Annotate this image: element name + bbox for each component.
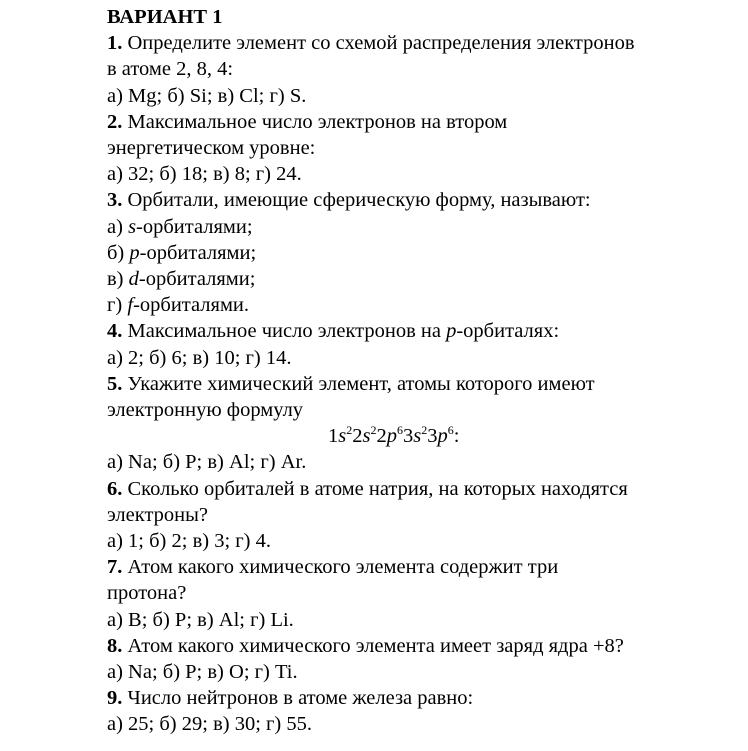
answer-options: а) 1; б) 2; в) 3; г) 4. — [107, 530, 272, 553]
answer-option: в) d-орбиталями; — [107, 268, 256, 291]
answer-options: а) 25; б) 29; в) 30; г) 55. — [107, 713, 313, 736]
question-number: 8. — [107, 634, 123, 657]
question-text: 5. Укажите химический элемент, атомы которого имеют — [107, 372, 595, 395]
question-number: 2. — [107, 110, 123, 133]
question-text: 2. Максимальное число электронов на втором — [107, 110, 508, 133]
question-text: в атоме 2, 8, 4: — [107, 58, 234, 81]
answer-option: г) f-орбиталями. — [107, 294, 250, 317]
electron-formula: $1s^22s^22p^63s^23p^6$: — [328, 423, 460, 448]
answer-options: а) Na; б) P; в) Al; г) Ar. — [107, 451, 307, 474]
answer-options: а) 2; б) 6; в) 10; г) 14. — [107, 346, 292, 369]
answer-option: б) p-орбиталями; — [107, 241, 257, 264]
question-text: 7. Атом какого химического элемента содержит три — [107, 556, 559, 579]
answer-options: а) Mg; б) Si; в) Cl; г) S. — [107, 84, 307, 107]
question-number: 6. — [107, 477, 123, 500]
answer-options: а) B; б) P; в) Al; г) Li. — [107, 608, 294, 631]
answer-options: а) Na; б) P; в) O; г) Ti. — [107, 661, 298, 684]
question-9 — [107, 685, 727, 737]
page-title: ВАРИАНТ 1 — [107, 6, 223, 28]
question-6 — [107, 476, 727, 555]
question-2 — [107, 109, 727, 188]
question-text: энергетическом уровне: — [107, 137, 316, 160]
question-number: 5. — [107, 372, 123, 395]
question-number: 4. — [107, 320, 123, 343]
question-number: 3. — [107, 189, 123, 212]
question-5 — [107, 371, 727, 476]
question-text: 4. Максимальное число электронов на p-орбиталях: — [107, 320, 560, 343]
question-number: 1. — [107, 32, 123, 55]
question-text: 1. Определите элемент со схемой распределения электронов — [107, 32, 635, 55]
question-text: электронную формулу — [107, 399, 304, 422]
question-text: 8. Атом какого химического элемента имеет заряд ядра +8? — [107, 634, 624, 657]
question-1 — [107, 30, 727, 109]
answer-option: а) s-орбиталями; — [107, 215, 253, 238]
question-7 — [107, 554, 727, 633]
question-3 — [107, 187, 727, 318]
question-text: электроны? — [107, 503, 208, 526]
answer-options: а) 32; б) 18; в) 8; г) 24. — [107, 163, 302, 186]
question-text: протона? — [107, 582, 187, 605]
question-number: 9. — [107, 687, 123, 710]
worksheet — [107, 4, 727, 738]
question-8 — [107, 633, 727, 685]
question-text: 3. Орбитали, имеющие сферическую форму, называют: — [107, 189, 591, 212]
question-text: 9. Число нейтронов в атоме железа равно: — [107, 687, 474, 710]
question-text: 6. Сколько орбиталей в атоме натрия, на которых находятся — [107, 477, 628, 500]
question-number: 7. — [107, 556, 123, 579]
question-4 — [107, 318, 727, 370]
